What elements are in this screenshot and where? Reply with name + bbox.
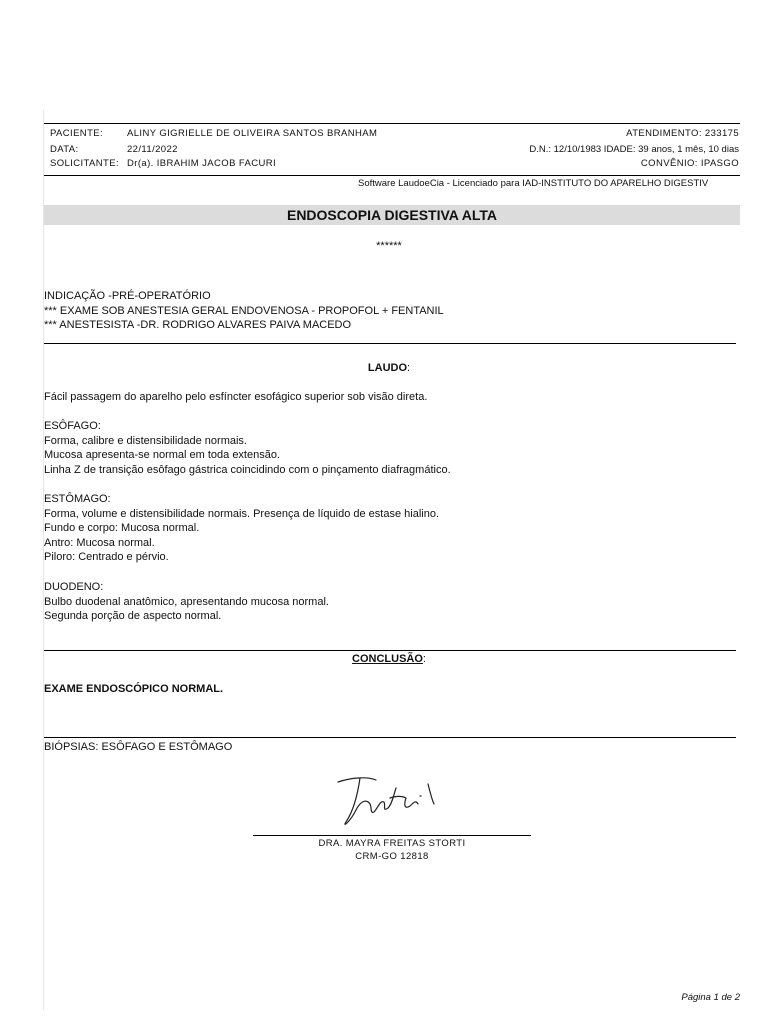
header-top-rule [44,123,740,124]
duodenum-line: Segunda porção de aspecto normal. [44,610,222,623]
laudo-colon: : [407,362,411,374]
laudo-heading: LAUDO [367,362,408,374]
requester-name: Dr(a). IBRAHIM JACOB FACURI [127,158,277,169]
esophagus-line: Mucosa apresenta-se normal em toda extensão. [44,449,281,462]
esophagus-line: Linha Z de transição esôfago gástrica coincidindo com o pinçamento diafragmático. [44,463,451,476]
date-label: DATA: [50,144,79,155]
software-note: Software LaudoeCia - Licenciado para IAD-INSTITUTO DO APARELHO DIGESTIV [358,178,709,189]
conclusion-colon: : [422,653,426,665]
handwritten-signature [330,770,440,832]
exam-date: 22/11/2022 [127,144,178,155]
duodenum-heading: DUODENO: [44,581,104,593]
indication-line: *** ANESTESISTA -DR. RODRIGO ALVARES PAIVA MACEDO [44,319,352,332]
stomach-line: Forma, volume e distensibilidade normais. Presença de líquido de estase hialino. [44,507,439,520]
header-bottom-rule [44,175,740,176]
signature-line [253,835,531,836]
title-bar [44,205,740,225]
stomach-line: Fundo e corpo: Mucosa normal. [44,522,200,535]
report-title: ENDOSCOPIA DIGESTIVA ALTA [286,207,497,223]
signer-crm: CRM-GO 12818 [355,851,429,862]
intro-text: Fácil passagem do aparelho pelo esfíncter esofágico superior sob visão direta. [44,391,428,403]
conclusion-rule [44,650,736,651]
indication-rule [44,343,736,344]
page-number: Página 1 de 2 [681,992,740,1003]
stars: ****** [376,240,402,252]
stomach-line: Piloro: Centrado e pérvio. [44,551,169,564]
stomach-heading: ESTÔMAGO: [44,493,111,505]
biopsies-text: BIÓPSIAS: ESÔFAGO E ESTÔMAGO [44,741,233,753]
attendance-number: ATENDIMENTO: 233175 [626,128,739,139]
patient-label: PACIENTE: [50,128,104,139]
esophagus-line: Forma, calibre e distensibilidade normais. [44,434,247,447]
conclusion-text: EXAME ENDOSCÓPICO NORMAL. [44,683,224,695]
esophagus-section [44,419,451,477]
esophagus-heading: ESÔFAGO: [44,420,101,432]
stomach-line: Antro: Mucosa normal. [44,536,155,549]
signer-name: DRA. MAYRA FREITAS STORTI [318,838,466,849]
conclusion-heading-wrap [44,653,734,665]
insurance: CONVÊNIO: IPASGO [640,158,739,169]
duodenum-line: Bulbo duodenal anatômico, apresentando mucosa normal. [44,595,329,608]
laudo-heading-wrap [44,362,734,374]
duodenum-section [44,580,329,624]
biopsy-rule [44,737,736,738]
stomach-section [44,492,439,565]
indication-line: *** EXAME SOB ANESTESIA GERAL ENDOVENOSA - PROPOFOL + FENTANIL [44,304,444,317]
requester-label: SOLICITANTE: [50,158,120,169]
patient-name: ALINY GIGRIELLE DE OLIVEIRA SANTOS BRANHAM [127,128,378,139]
birth-age: D.N.: 12/10/1983 IDADE: 39 anos, 1 mês, 10 dias [529,144,739,155]
conclusion-heading: CONCLUSÃO [352,653,423,665]
indication-block [44,289,444,333]
indication-line: INDICAÇÃO -PRÉ-OPERATÓRIO [44,290,211,302]
